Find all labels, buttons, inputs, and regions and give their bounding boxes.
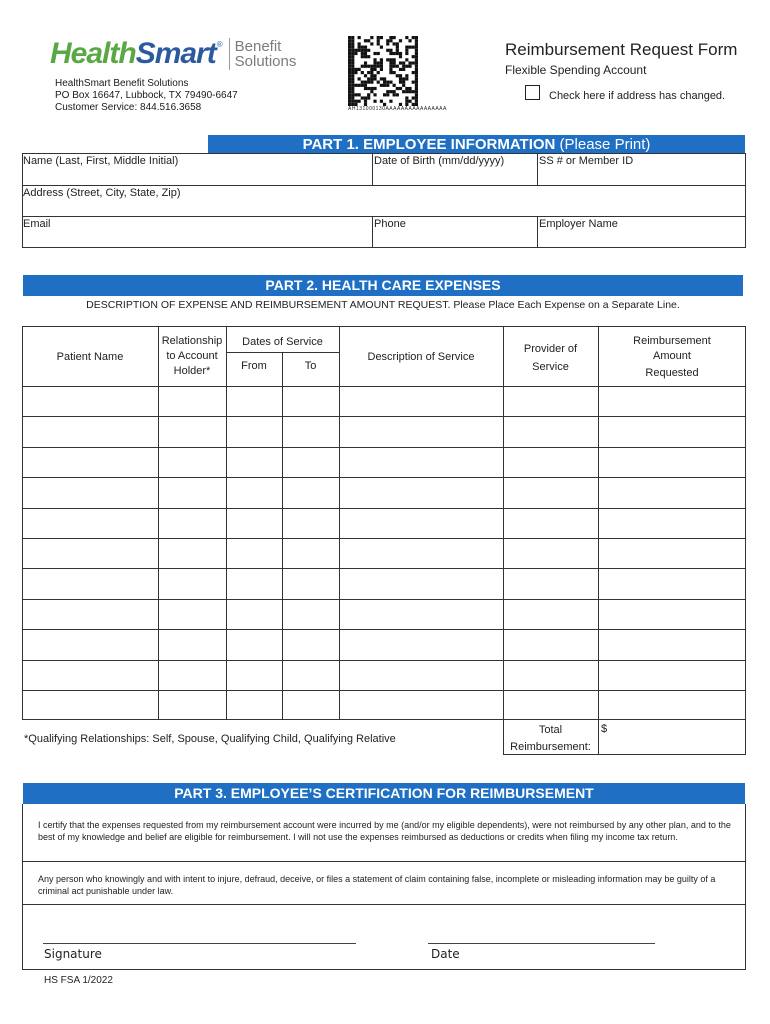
form-title-block (505, 40, 737, 77)
part2-banner (23, 275, 743, 296)
logo-sub-line2: Solutions (234, 53, 297, 70)
name-field[interactable]: Name (Last, First, Middle Initial) (23, 155, 179, 167)
barcode-text: AH131000130AAAAAAAAAAAAAAAA (348, 106, 447, 112)
col-amount-line2: Amount (653, 350, 691, 362)
col-amount (598, 334, 746, 381)
part3-title: PART 3. EMPLOYEE’S CERTIFICATION FOR REIMBURSEMENT (174, 785, 594, 801)
col-divider-5 (503, 326, 504, 720)
part1-banner (208, 135, 745, 154)
barcode-icon (348, 36, 418, 106)
table-row[interactable] (22, 477, 746, 478)
col-provider-line2: Service (532, 361, 569, 373)
col-from: From (241, 360, 267, 372)
email-field[interactable]: Email (23, 218, 51, 230)
form-title: Reimbursement Request Form (505, 40, 738, 59)
certification-text: I certify that the expenses requested from my reimbursement account were incurred by me (and/or my eligible dependents), were not reimbursed by any other plan, and to the best of my knowledge and belief are eligible for reimbursement. I will not use the expenses reimbursed as deductions or credits when filing my income tax return. (38, 820, 731, 842)
col-amount-line1: Reimbursement (633, 335, 711, 347)
table-row[interactable] (22, 599, 746, 600)
part1-rule-1 (22, 185, 746, 186)
address-changed-label: Check here if address has changed. (549, 90, 726, 102)
table-row[interactable] (22, 629, 746, 630)
part1-title: PART 1. EMPLOYEE INFORMATION (302, 136, 556, 153)
company-name: HealthSmart Benefit Solutions (55, 78, 189, 89)
logo-sub-line1: Benefit (234, 38, 282, 55)
col-patient-name: Patient Name (56, 351, 124, 363)
table-row[interactable] (22, 538, 746, 539)
table-row[interactable] (22, 568, 746, 569)
employer-field[interactable]: Employer Name (539, 218, 618, 230)
col-divider-1 (158, 326, 159, 720)
warning-text: Any person who knowingly and with intent to injure, defraud, deceive, or files a statement of claim containing false, incomplete or misleading information may be guilty of a criminal act punishable under law. (38, 874, 716, 896)
col-relationship-line1: Relationship (161, 335, 223, 347)
part3-rule-1 (22, 861, 746, 862)
col-relationship-line2: to Account (166, 350, 218, 362)
form-code: HS FSA 1/2022 (44, 975, 113, 986)
part1-rule-2 (22, 216, 746, 217)
part2-instruction: DESCRIPTION OF EXPENSE AND REIMBURSEMENT AMOUNT REQUEST. Please Place Each Expense on a Separate Line. (86, 299, 680, 311)
col-amount-line3: Requested (645, 367, 699, 379)
total-label (503, 722, 598, 756)
part1-divider-1 (372, 153, 373, 185)
address-field[interactable]: Address (Street, City, State, Zip) (23, 187, 181, 199)
table-row[interactable] (22, 690, 746, 691)
logo-smart-text: Smart (135, 37, 216, 70)
col-relationship-line3: Holder* (173, 365, 211, 377)
qualifying-note: *Qualifying Relationships: Self, Spouse, Qualifying Child, Qualifying Relative (24, 733, 396, 745)
company-address: PO Box 16647, Lubbock, TX 79490-6647 (55, 90, 238, 101)
col-provider-line1: Provider of (523, 343, 578, 355)
part1-divider-2 (537, 153, 538, 185)
ssn-field[interactable]: SS # or Member ID (539, 155, 634, 167)
address-changed-checkbox[interactable] (525, 85, 540, 100)
signature-line[interactable] (43, 943, 356, 944)
part3-banner (23, 783, 745, 804)
signature-label: Signature (44, 947, 102, 961)
logo-health-text: Health (50, 37, 136, 70)
part3-rule-2 (22, 904, 746, 905)
part2-title: PART 2. HEALTH CARE EXPENSES (265, 277, 501, 293)
col-to: To (304, 360, 317, 372)
table-row[interactable] (22, 416, 746, 417)
form-subtitle: Flexible Spending Account (505, 63, 647, 77)
col-divider-2 (226, 326, 227, 720)
phone-field[interactable]: Phone (374, 218, 406, 230)
part1-title-suffix: (Please Print) (555, 136, 651, 153)
table-row[interactable] (22, 386, 746, 387)
col-provider (503, 342, 598, 375)
part1-divider-3 (372, 216, 373, 248)
part1-table (22, 153, 746, 248)
logo-subtitle (235, 39, 297, 69)
date-line[interactable] (428, 943, 655, 944)
table-row[interactable] (22, 447, 746, 448)
company-address-block (55, 78, 238, 114)
part1-divider-4 (537, 216, 538, 248)
total-label-line1: Total (538, 724, 563, 736)
healthsmart-logo (50, 36, 296, 72)
total-amount-field[interactable]: $ (601, 723, 608, 735)
total-label-line2: Reimbursement: (510, 741, 591, 753)
col-description: Description of Service (367, 351, 475, 363)
customer-service: Customer Service: 844.516.3658 (55, 102, 202, 113)
total-divider (598, 719, 599, 755)
col-divider-3 (282, 352, 283, 720)
table-row[interactable] (22, 508, 746, 509)
logo-divider (229, 38, 230, 70)
col-divider-6 (598, 326, 599, 720)
col-relationship (158, 334, 226, 379)
col-dates-of-service: Dates of Service (242, 336, 323, 348)
table-row[interactable] (22, 660, 746, 661)
logo-trademark: ® (216, 40, 223, 49)
date-label: Date (431, 947, 460, 961)
dob-field[interactable]: Date of Birth (mm/dd/yyyy) (374, 155, 505, 167)
col-divider-4 (339, 326, 340, 720)
